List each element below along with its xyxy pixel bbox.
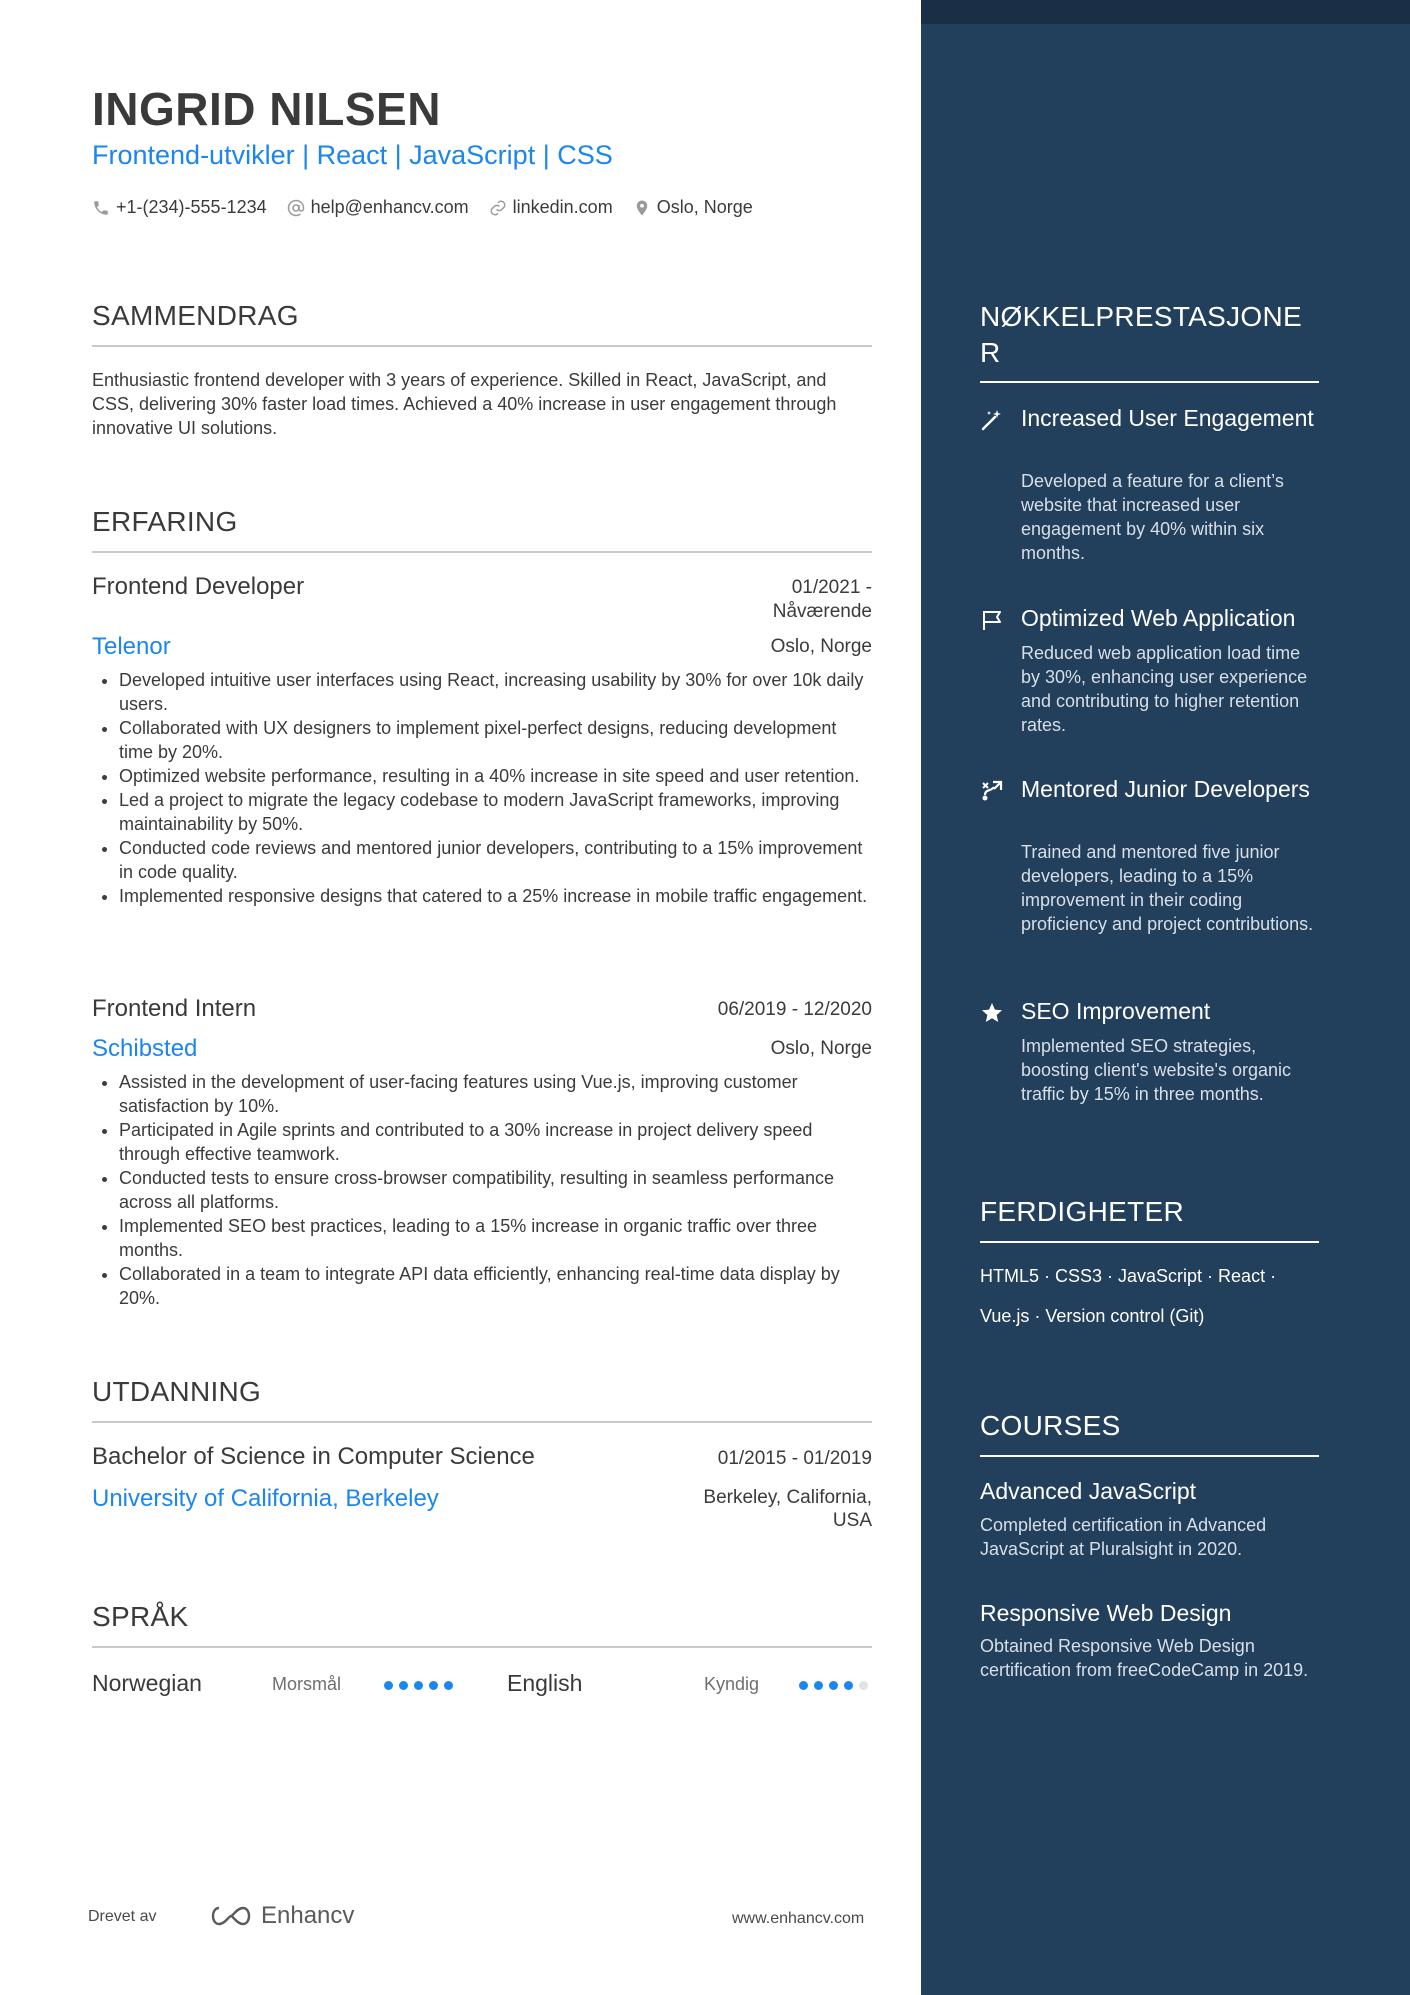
job-bullets [92, 1070, 872, 1310]
rating-dot-filled [414, 1681, 423, 1690]
education-date: 01/2015 - 01/2019 [717, 1448, 872, 1469]
course-title: Responsive Web Design [980, 1600, 1232, 1626]
contact-phone[interactable] [92, 197, 267, 218]
contact-email[interactable] [287, 197, 469, 218]
job-date: 01/2021 - Nåværende [772, 577, 872, 622]
job-title: Frontend Intern [92, 995, 257, 1022]
footer-powered-by: Drevet av [88, 1908, 157, 1925]
education-heading: UTDANNING [92, 1376, 262, 1407]
flag-icon [980, 608, 1004, 632]
company-name[interactable]: Schibsted [92, 1035, 198, 1062]
list-item: • Conducted code reviews and mentored junior developers, contributing to a 15% improvement in code quality. [119, 836, 872, 884]
achievement-title: Optimized Web Application [1021, 605, 1296, 631]
course-title: Advanced JavaScript [980, 1478, 1197, 1504]
rating-dot-filled [384, 1681, 393, 1690]
education-divider [92, 1421, 872, 1423]
achievements-heading: NØKKELPRESTASJONER [980, 301, 1303, 368]
contact-linkedin[interactable] [489, 197, 613, 218]
list-item: • Implemented SEO best practices, leading to a 15% increase in organic traffic over three months. [119, 1214, 872, 1262]
degree-title: Bachelor of Science in Computer Science [92, 1443, 535, 1470]
list-item: • Developed intuitive user interfaces using React, increasing usability by 30% for over 10k daily users. [119, 668, 872, 716]
link-icon [489, 199, 507, 217]
achievement-desc: Trained and mentored five junior developers, leading to a 15% improvement in their coding proficiency and project contributions. [1021, 842, 1314, 934]
email-text: help@enhancv.com [310, 197, 469, 217]
language-rating [799, 1681, 874, 1690]
rating-dot-filled [799, 1681, 808, 1690]
summary-heading: SAMMENDRAG [92, 300, 299, 331]
at-icon [287, 199, 305, 217]
enhancv-logo-text: Enhancv [261, 1902, 355, 1929]
sidebar-top-band [921, 0, 1410, 24]
skills-divider [980, 1241, 1319, 1243]
languages-row [92, 1670, 872, 1700]
achievement-desc: Implemented SEO strategies, boosting client's website's organic traffic by 15% in three months. [1021, 1036, 1292, 1104]
language-level: Morsmål [272, 1674, 342, 1694]
list-item: • Participated in Agile sprints and contributed to a 30% increase in project delivery speed through effective teamwork. [119, 1118, 872, 1166]
sidebar [921, 0, 1410, 1995]
enhancv-logo[interactable] [207, 1902, 354, 1930]
courses-heading: COURSES [980, 1410, 1121, 1441]
achievement-title: Increased User Engagement [1021, 405, 1314, 431]
linkedin-text: linkedin.com [512, 197, 613, 217]
headline: Frontend-utvikler | React | JavaScript | CSS [92, 140, 613, 170]
list-item: • Optimized website performance, resulting in a 40% increase in site speed and user retention. [119, 764, 872, 788]
candidate-name: INGRID NILSEN [92, 83, 441, 135]
school-name[interactable]: University of California, Berkeley [92, 1485, 439, 1512]
job-bullets [92, 668, 872, 908]
skills-heading: FERDIGHETER [980, 1196, 1184, 1227]
rating-dot-filled [444, 1681, 453, 1690]
skills-list: HTML5 · CSS3 · JavaScript · React · Vue.js · Version control (Git) [980, 1266, 1277, 1326]
rating-dot-filled [429, 1681, 438, 1690]
achievement-title: SEO Improvement [1021, 998, 1211, 1024]
route-icon [980, 779, 1004, 803]
experience-divider [92, 551, 872, 553]
experience-heading: ERFARING [92, 506, 238, 537]
language-name: Norwegian [92, 1670, 202, 1696]
list-item: • Collaborated in a team to integrate API data efficiently, enhancing real-time data display by 20%. [119, 1262, 872, 1310]
enhancv-logo-icon [207, 1904, 255, 1928]
company-name[interactable]: Telenor [92, 633, 171, 660]
magic-wand-icon [980, 408, 1004, 432]
education-location: Berkeley, California, USA [703, 1487, 872, 1531]
summary-text: Enthusiastic frontend developer with 3 years of experience. Skilled in React, JavaScript, and CSS, delivering 30% faster load times. Achieved a 40% increase in user engagement through innovative UI solutions. [92, 370, 837, 438]
list-item: • Implemented responsive designs that catered to a 25% increase in mobile traffic engagement. [119, 884, 872, 908]
job-title: Frontend Developer [92, 573, 305, 600]
course-desc: Obtained Responsive Web Design certification from freeCodeCamp in 2019. [980, 1636, 1309, 1680]
achievement-desc: Reduced web application load time by 30%, enhancing user experience and contributing to higher retention rates. [1021, 643, 1308, 735]
rating-dot-filled [814, 1681, 823, 1690]
achievements-divider [980, 381, 1319, 383]
achievement-title: Mentored Junior Developers [1021, 776, 1310, 802]
courses-divider [980, 1455, 1319, 1457]
languages-divider [92, 1646, 872, 1648]
rating-dot-filled [844, 1681, 853, 1690]
contact-bar [92, 197, 773, 218]
language-name: English [507, 1670, 583, 1696]
list-item: • Led a project to migrate the legacy codebase to modern JavaScript frameworks, improving maintainability by 50%. [119, 788, 872, 836]
rating-dot-filled [829, 1681, 838, 1690]
star-icon [980, 1001, 1004, 1025]
list-item: • Conducted tests to ensure cross-browser compatibility, resulting in seamless performance across all platforms. [119, 1166, 872, 1214]
summary-divider [92, 345, 872, 347]
job-location: Oslo, Norge [770, 636, 872, 657]
rating-dot-empty [859, 1681, 868, 1690]
phone-icon [92, 199, 110, 217]
job-location: Oslo, Norge [770, 1038, 872, 1059]
footer-url[interactable]: www.enhancv.com [732, 1910, 865, 1927]
language-level: Kyndig [704, 1674, 760, 1694]
languages-heading: SPRÅK [92, 1601, 189, 1632]
rating-dot-filled [399, 1681, 408, 1690]
contact-location [633, 197, 753, 218]
list-item: • Collaborated with UX designers to implement pixel-perfect designs, reducing development time by 20%. [119, 716, 872, 764]
location-text: Oslo, Norge [656, 197, 753, 217]
achievement-desc: Developed a feature for a client’s website that increased user engagement by 40% within six months. [1021, 471, 1284, 563]
job-date: 06/2019 - 12/2020 [717, 999, 872, 1020]
phone-text: +1-(234)-555-1234 [116, 197, 267, 217]
language-rating [384, 1681, 459, 1690]
location-pin-icon [633, 199, 651, 217]
list-item: • Assisted in the development of user-facing features using Vue.js, improving customer satisfaction by 10%. [119, 1070, 872, 1118]
course-desc: Completed certification in Advanced JavaScript at Pluralsight in 2020. [980, 1515, 1267, 1559]
